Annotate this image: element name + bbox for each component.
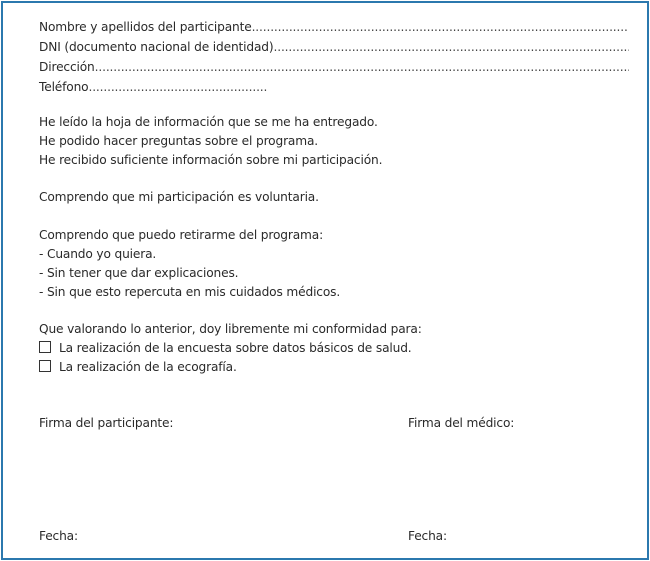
statement-1: He leído la hoja de información que se me ha entregado. bbox=[39, 115, 378, 129]
doctor-date-label: Fecha: bbox=[408, 529, 447, 543]
dni-label: DNI (documento nacional de identidad) bbox=[39, 40, 274, 54]
withdraw-item-2: - Sin tener que dar explicaciones. bbox=[39, 266, 239, 280]
address-field[interactable] bbox=[39, 58, 629, 77]
name-dotted-line[interactable] bbox=[252, 18, 629, 37]
phone-field[interactable] bbox=[39, 78, 267, 97]
withdraw-item-3: - Sin que esto repercuta en mis cuidados médicos. bbox=[39, 285, 341, 299]
consent-intro: Que valorando lo anterior, doy libremente mi conformidad para: bbox=[39, 322, 422, 336]
survey-checkbox[interactable] bbox=[39, 341, 51, 353]
withdraw-intro: Comprendo que puedo retirarme del programa: bbox=[39, 228, 324, 242]
ultrasound-checkbox[interactable] bbox=[39, 360, 51, 372]
survey-option-label: La realización de la encuesta sobre datos básicos de salud. bbox=[59, 341, 412, 355]
dni-field[interactable] bbox=[39, 38, 629, 57]
name-field[interactable] bbox=[39, 18, 629, 37]
dni-dotted-line[interactable] bbox=[274, 38, 630, 57]
participant-signature-label: Firma del participante: bbox=[39, 416, 174, 430]
statement-2: He podido hacer preguntas sobre el programa. bbox=[39, 134, 319, 148]
phone-label: Teléfono bbox=[39, 80, 89, 94]
doctor-signature-label: Firma del médico: bbox=[408, 416, 515, 430]
address-dotted-line[interactable] bbox=[95, 58, 629, 77]
statement-3: He recibido suficiente información sobre mi participación. bbox=[39, 153, 383, 167]
participant-date-label: Fecha: bbox=[39, 529, 78, 543]
phone-dotted-line[interactable] bbox=[88, 78, 267, 97]
name-label: Nombre y apellidos del participante bbox=[39, 20, 252, 34]
consent-option-survey[interactable] bbox=[39, 339, 412, 358]
address-label: Dirección bbox=[39, 60, 95, 74]
voluntary-statement: Comprendo que mi participación es voluntaria. bbox=[39, 190, 319, 204]
ultrasound-option-label: La realización de la ecografía. bbox=[59, 360, 237, 374]
consent-option-ultrasound[interactable] bbox=[39, 358, 237, 377]
withdraw-item-1: - Cuando yo quiera. bbox=[39, 247, 157, 261]
